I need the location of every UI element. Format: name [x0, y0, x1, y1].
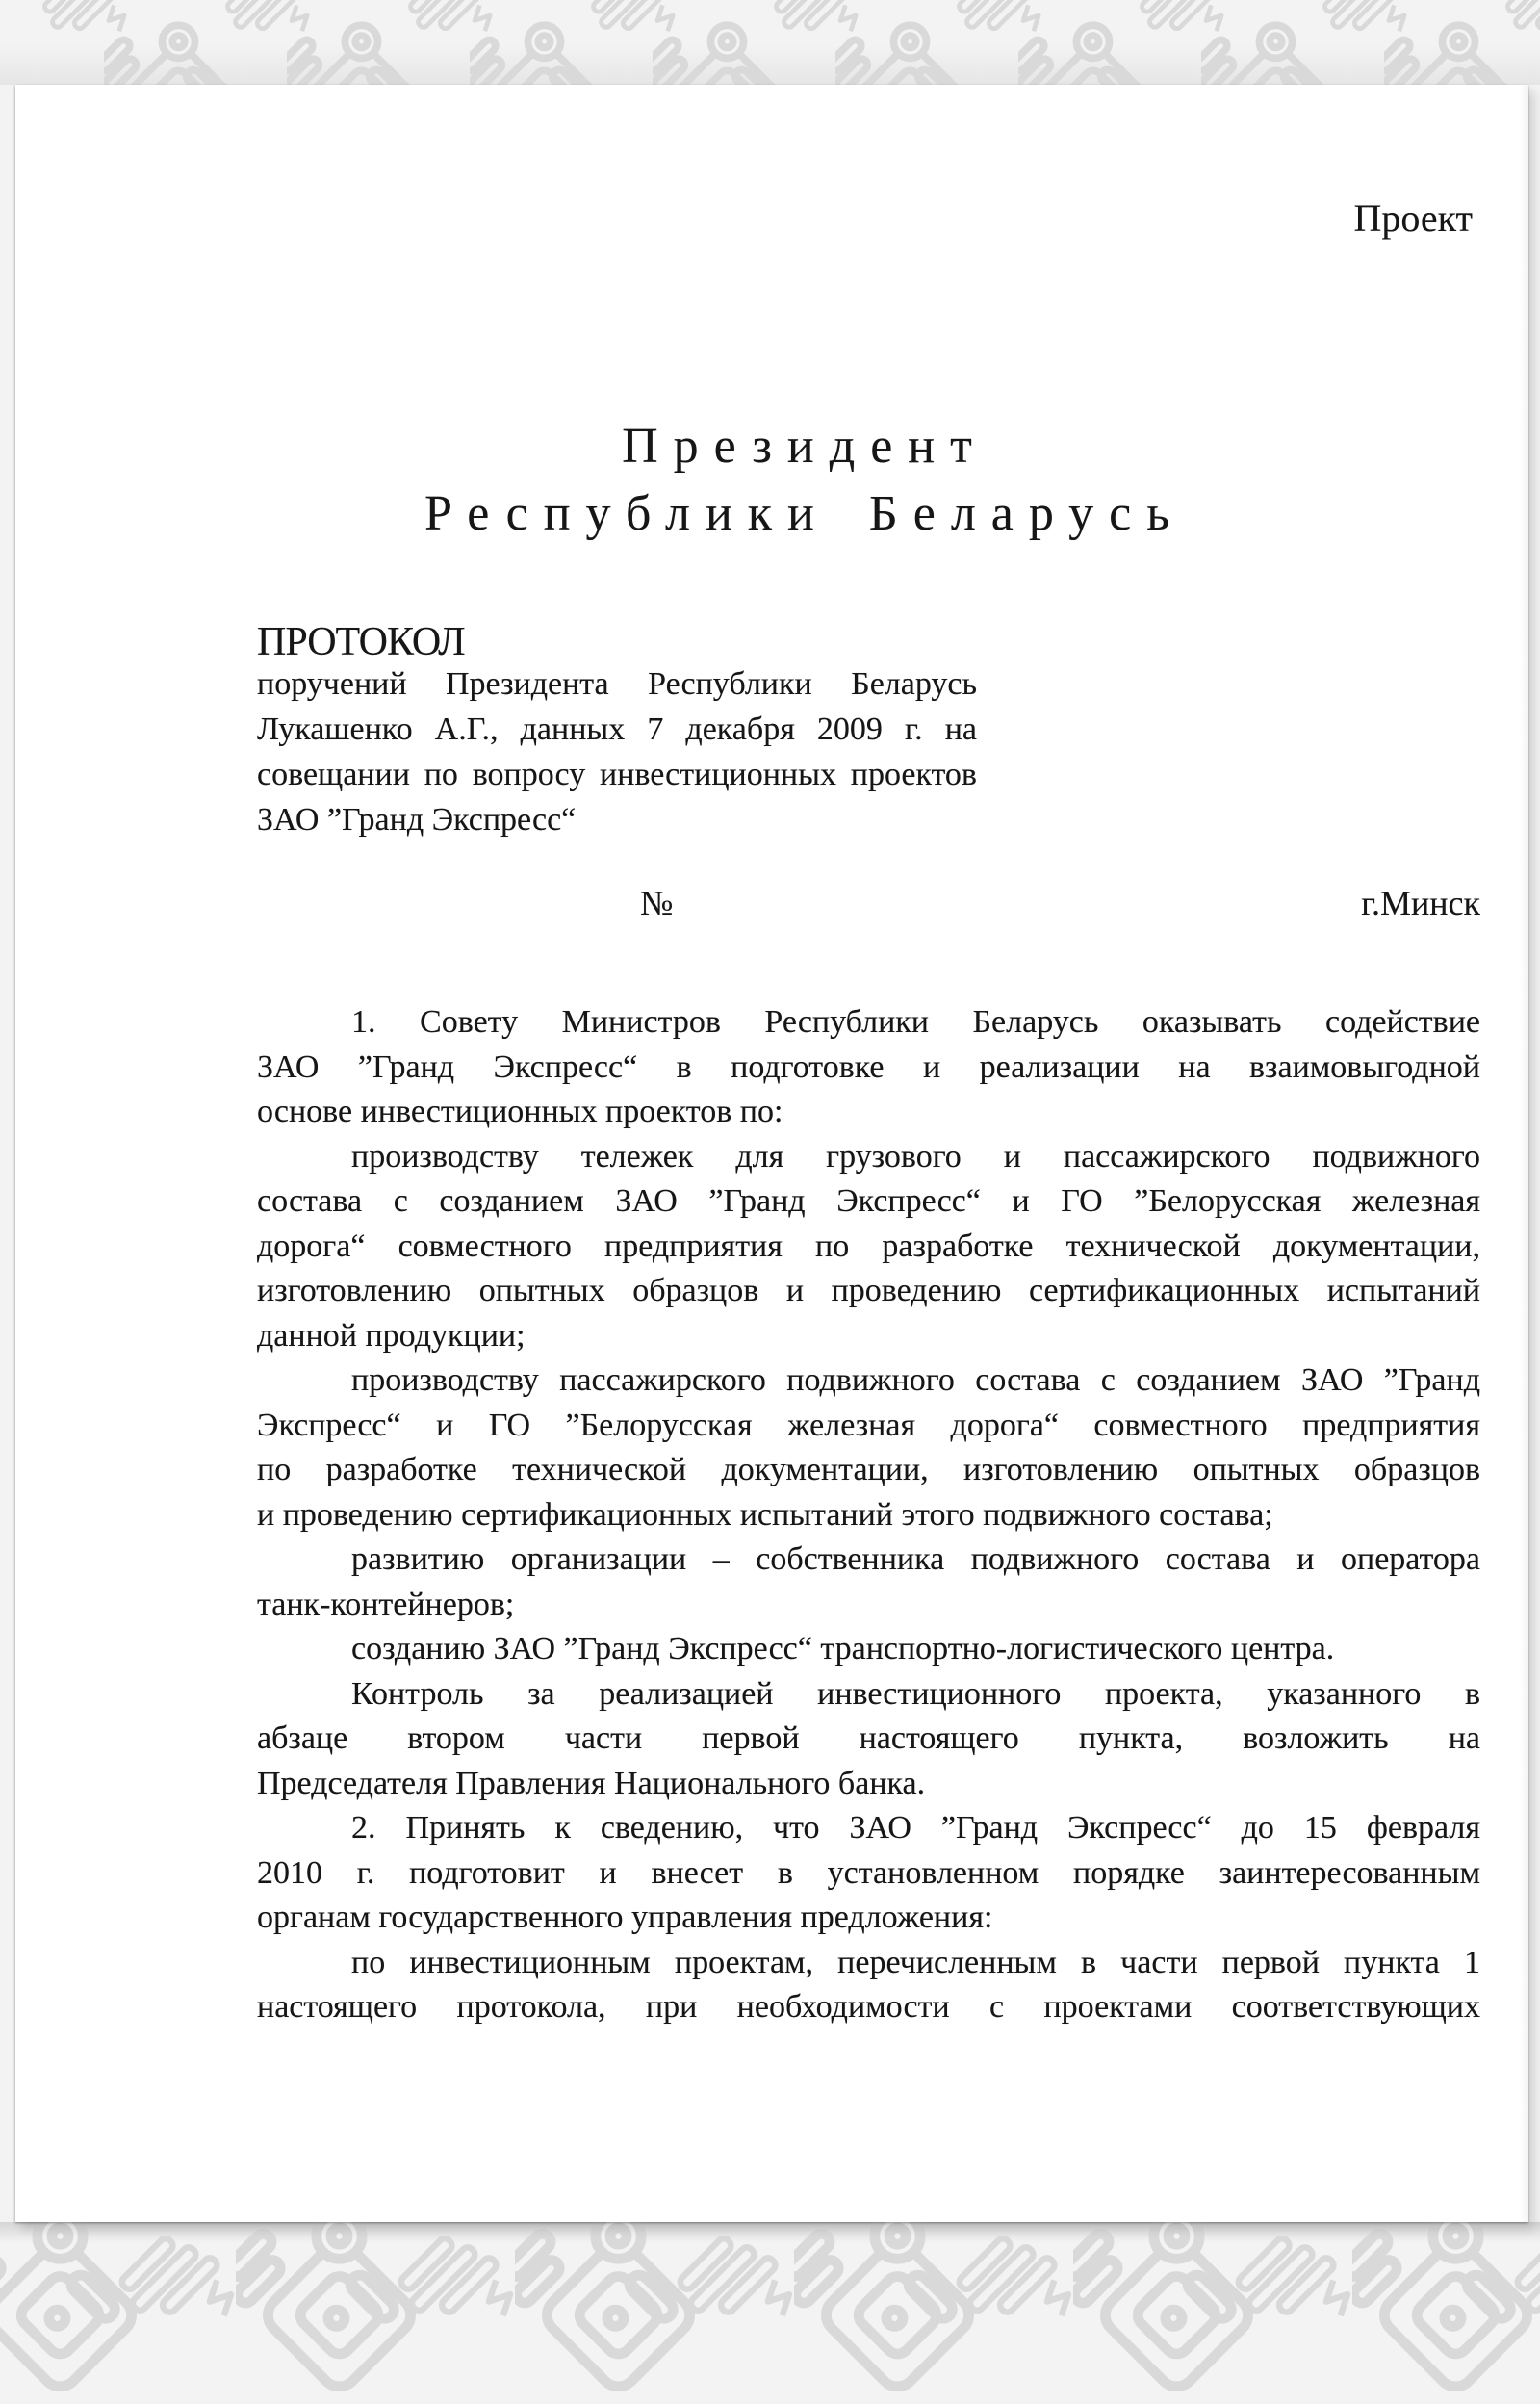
doc-type-heading: ПРОТОКОЛ — [257, 620, 465, 664]
body-line: развитию организации – собственника подвижного состава и оператора — [351, 1541, 1480, 1577]
paragraph — [257, 1941, 1480, 2030]
body-line: 2. Принять к сведению, что ЗАО ”Гранд Экспресс“ до 15 февраля — [351, 1810, 1480, 1846]
paragraph — [257, 1538, 1480, 1627]
dateline — [257, 883, 1480, 924]
paragraph — [257, 1358, 1480, 1538]
body-line: основе инвестиционных проектов по: — [257, 1094, 783, 1129]
letterhead-title — [323, 413, 1286, 548]
paragraph — [257, 1135, 1480, 1359]
city-label: г.Минск — [1361, 884, 1480, 922]
corner-label: Проект — [1353, 196, 1473, 240]
body-line: данной продукции; — [257, 1317, 526, 1354]
subject-line: Лукашенко А.Г., данных 7 декабря 2009 г. на — [257, 711, 977, 747]
body-line: 2010 г. подготовит и внесет в установленном порядке заинтересованным — [257, 1854, 1480, 1891]
paragraph — [257, 1672, 1480, 1807]
body-line: дорога“ совместного предприятия по разработке технической документации, — [257, 1228, 1480, 1264]
body-line: производству пассажирского подвижного состава с созданием ЗАО ”Гранд — [351, 1362, 1480, 1398]
stripes-motif — [1502, 0, 1540, 63]
body-line: настоящего протокола, при необходимости с проектами соответствующих — [257, 1989, 1480, 2025]
subject-line: поручений Президента Республики Беларусь — [257, 666, 977, 702]
body-line: и проведению сертификационных испытаний этого подвижного состава; — [257, 1496, 1273, 1533]
subject-block — [257, 661, 977, 842]
body-line: производству тележек для грузового и пассажирского подвижного — [351, 1138, 1480, 1175]
document-page — [15, 85, 1528, 2222]
body-line: Контроль за реализацией инвестиционного проекта, указанного в — [351, 1675, 1480, 1712]
body-line: танк-контейнеров; — [257, 1586, 515, 1622]
letterhead-line-2: Республики Беларусь — [424, 486, 1185, 541]
body-line: по разработке технической документации, изготовлению опытных образцов — [257, 1452, 1480, 1487]
body-line: органам государственного управления предложения: — [257, 1900, 993, 1935]
body-line: созданию ЗАО ”Гранд Экспресс“ транспортно-логистического центра. — [351, 1631, 1335, 1667]
stripes-motif — [393, 2234, 518, 2359]
body-line: состава с созданием ЗАО ”Гранд Экспресс“ и ГО ”Белорусская железная — [257, 1183, 1480, 1219]
body-line: абзаце втором части первой настоящего пункта, возложить на — [257, 1720, 1480, 1756]
body-line: по инвестиционным проектам, перечисленным в части первой пункта 1 — [351, 1944, 1480, 1980]
body-line: изготовлению опытных образцов и проведению сертификационных испытаний — [257, 1273, 1480, 1308]
body-text — [257, 1000, 1480, 2030]
body-line: ЗАО ”Гранд Экспресс“ в подготовке и реализации на взаимовыгодной — [257, 1048, 1480, 1085]
subject-line: совещании по вопросу инвестиционных проектов — [257, 757, 977, 792]
stripes-motif — [1509, 2234, 1540, 2359]
stripes-motif — [951, 2234, 1076, 2359]
number-sign: № — [640, 884, 674, 922]
body-line: 1. Совету Министров Республики Беларусь оказывать содействие — [351, 1004, 1480, 1040]
body-line: Экспресс“ и ГО ”Белорусская железная дорога“ совместного предприятия — [257, 1407, 1480, 1443]
paragraph — [257, 1806, 1480, 1941]
subject-line: ЗАО ”Гранд Экспресс“ — [257, 802, 577, 838]
stripes-motif — [672, 2234, 797, 2359]
letterhead-line-1: Президент — [622, 419, 988, 474]
body-line: Председателя Правления Национального банка. — [257, 1765, 926, 1801]
paragraph — [257, 1627, 1480, 1672]
paragraph — [257, 1000, 1480, 1135]
stripes-motif — [1230, 2234, 1355, 2359]
stripes-motif — [114, 2234, 239, 2359]
